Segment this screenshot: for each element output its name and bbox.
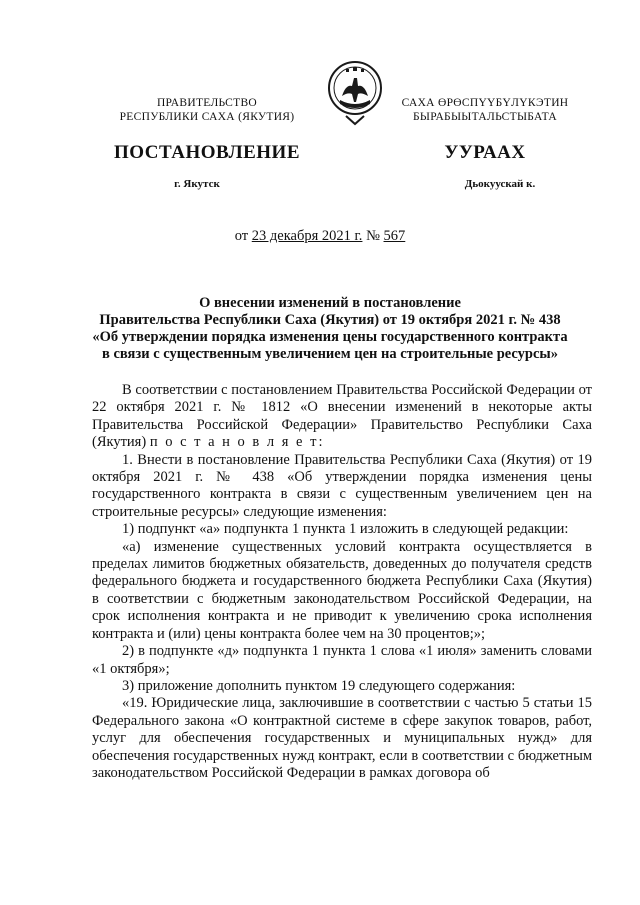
body-paragraph-3: 1) подпункт «а» подпункта 1 пункта 1 изложить в следующей редакции: [122,521,569,538]
city-right: Дьокуускай к. [464,178,536,190]
header-right-line2: БЫРАБЫЫТАЛЬСТЫБАТА [412,111,558,123]
paragraph-1-text: В соответствии с постановлением Правительства Российской Федерации от 22 октября 2021 г. № 1812 «О внесении изменений в некоторые акты Правительства Российской Федерации» Правительство Республики Саха (Якутия) [92,382,592,451]
document-date: 23 декабря 2021 г. [251,228,363,244]
document-subject [80,295,580,363]
subject-line4: в связи с существенным увеличением цен на строительные ресурсы» [102,346,558,362]
date-prefix: от [234,228,249,244]
document-number: 567 [383,228,406,244]
date-line [0,228,640,245]
subject-line3: «Об утверждении порядка изменения цены государственного контракта [92,329,568,345]
body-paragraph-6: 3) приложение дополнить пунктом 19 следующего содержания: [122,677,516,694]
document-body [92,382,592,782]
body-paragraph-4: «а) изменение существенных условий контракта осуществляется в пределах лимитов бюджетных обязательств, доведенных до получателя средств федерального бюджета и государственного бюджета Республики Саха (Якутия) в соответствии с бюджетным законодательством Российской Федерации, на срок исполнения контракта и не приводит к увеличению срока исполнения контракта и (или) цены контракта более чем на 30 процентов;»; [92,538,592,642]
header-right-line1: САХА ӨРӨСПҮҮБҮЛҮКЭТИН [401,97,569,109]
header-left-line2: РЕСПУБЛИКИ САХА (ЯКУТИЯ) [119,111,295,123]
subject-line2: Правительства Республики Саха (Якутия) от 19 октября 2021 г. № 438 [99,312,561,328]
number-label: № [366,228,380,244]
body-paragraph-7: «19. Юридические лица, заключившие в соответствии с частью 5 статьи 15 Федерального закона «О контрактной системе в сфере закупок товаров, работ, услуг для обеспечения государственных и муниципальных нужд» для обеспечения государственных нужд контракт, если в соответствии с бюджетным законодательством Российской Федерации в рамках договора об [92,695,592,781]
resolves-word: п о с т а н о в л я е т: [149,434,325,451]
title-postanovlenie: ПОСТАНОВЛЕНИЕ [113,142,301,163]
body-paragraph-1 [92,382,592,452]
title-uuraakh: УУРААХ [444,142,526,163]
body-paragraph-2: 1. Внести в постановление Правительства Республики Саха (Якутия) от 19 октября 2021 г. № 438 «Об утверждении порядка изменения цены государственного контракта в связи с существенным увеличением цен на строительные ресурсы» следующие изменения: [92,451,592,520]
header-right [380,96,590,124]
header-left [102,96,312,124]
subject-line1: О внесении изменений в постановление [199,295,461,311]
body-paragraph-5: 2) в подпункте «д» подпункта 1 пункта 1 слова «1 июля» заменить словами «1 октября»; [92,643,592,677]
republic-emblem-icon [326,56,384,126]
header-left-line1: ПРАВИТЕЛЬСТВО [156,97,258,109]
city-left: г. Якутск [174,178,220,190]
